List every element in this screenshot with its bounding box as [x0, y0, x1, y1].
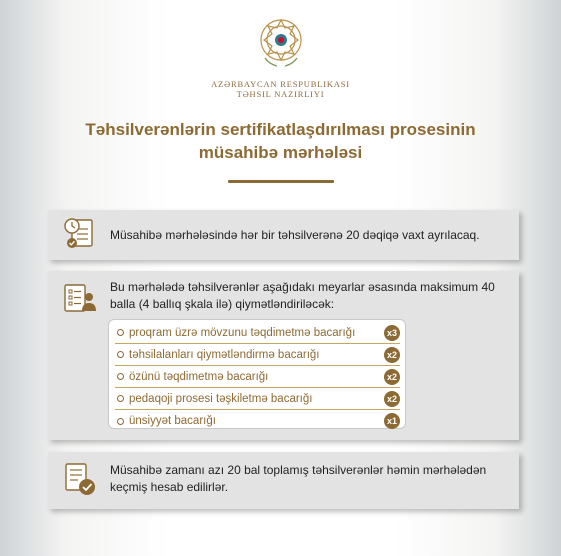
criteria-label: proqram üzrə mövzunu təqdimetmə bacarığı	[129, 326, 356, 339]
criteria-weight-badge: x1	[384, 413, 400, 429]
criteria-item	[115, 366, 400, 388]
pass-condition-text: Müsahibə zamanı azı 20 bal toplamış təhsilverənlər həmin mərhələdən keçmiş hesab edilirlər.	[110, 463, 487, 494]
criteria-label: təhsilalanları qiymətləndirmə bacarığı	[129, 348, 320, 361]
criteria-label: özünü təqdimetmə bacarığı	[129, 370, 269, 383]
interview-time-card	[48, 210, 519, 260]
clock-document-icon	[62, 216, 98, 252]
criteria-item	[115, 322, 400, 344]
evaluation-criteria-text: Bu mərhələdə təhsilverənlər aşağıdakı meyarlar əsasında maksimum 40 balla (4 ballıq şkala ilə) qiymətləndiriləcək:	[110, 280, 495, 311]
interview-time-text: Müsahibə mərhələsində hər bir təhsilverənə 20 dəqiqə vaxt ayrılacaq.	[110, 228, 480, 242]
bullet-circle-icon	[117, 329, 124, 336]
document-check-icon	[62, 461, 98, 497]
criteria-label: pedaqoji prosesi təşkiletmə bacarığı	[129, 392, 313, 405]
bullet-circle-icon	[117, 351, 124, 358]
bullet-circle-icon	[117, 395, 124, 402]
ministry-emblem-icon	[257, 14, 305, 74]
bullet-circle-icon	[117, 418, 124, 425]
bullet-circle-icon	[117, 373, 124, 380]
criteria-item	[115, 410, 400, 432]
pass-condition-card	[48, 452, 519, 509]
checklist-person-icon	[62, 279, 98, 315]
title-divider	[228, 180, 334, 183]
criteria-item	[115, 388, 400, 410]
criteria-list	[108, 319, 406, 429]
ministry-name-line2: TƏHSIL NAZIRLIYI	[236, 89, 325, 99]
evaluation-criteria-card	[48, 271, 519, 440]
criteria-weight-badge: x2	[384, 347, 400, 363]
criteria-weight-badge: x2	[384, 391, 400, 407]
page-title-line1: Təhsilverənlərin sertifikatlaşdırılması prosesinin	[85, 120, 476, 139]
criteria-weight-badge: x3	[384, 325, 400, 341]
ministry-name-line1: AZƏRBAYCAN RESPUBLIKASI	[211, 79, 350, 89]
criteria-label: ünsiyyət bacarığı	[129, 415, 216, 427]
criteria-weight-badge: x2	[384, 369, 400, 385]
criteria-item	[115, 344, 400, 366]
page-title-line2: müsahibə mərhələsi	[198, 143, 363, 162]
